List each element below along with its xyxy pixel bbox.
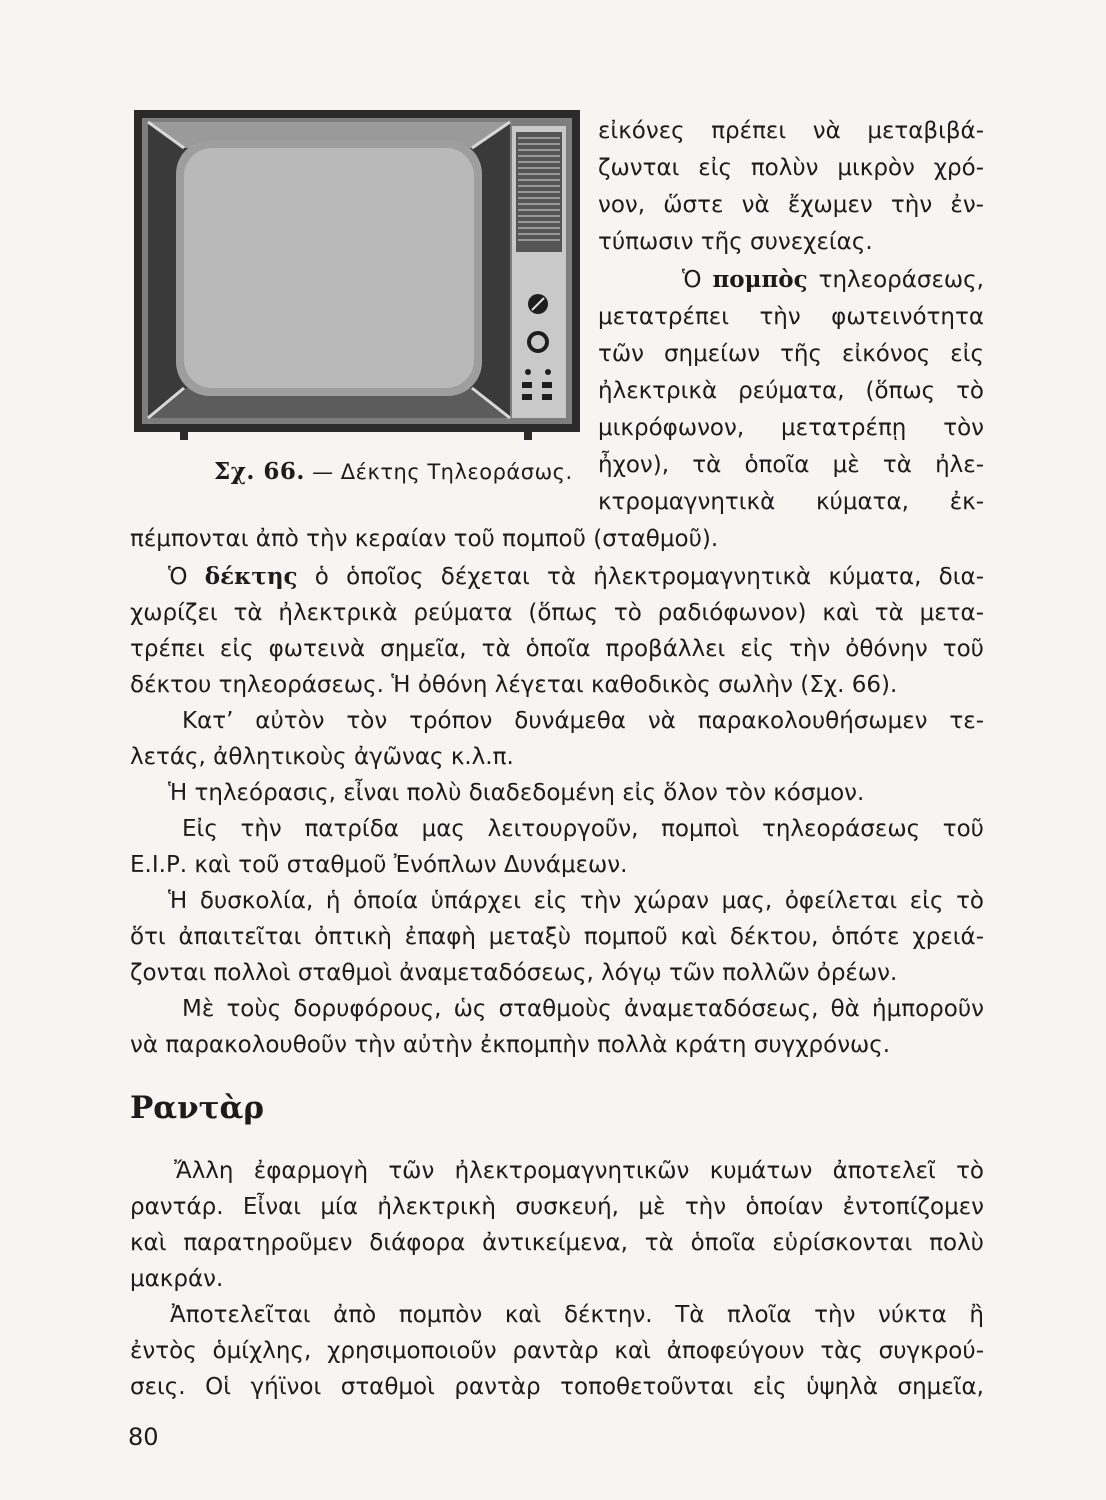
text-line: Ε.Ι.Ρ. καὶ τοῦ σταθμοῦ Ἐνόπλων Δυνάμεων. xyxy=(130,852,628,878)
term-pompos: πομπὸς xyxy=(712,266,808,293)
text-line: Μὲ τοὺς δορυφόρους, ὡς σταθμοὺς ἀναμεταδόσεως, θὰ ἠμποροῦν xyxy=(182,996,984,1022)
text-line: μικρόφωνον, μετατρέπῃ τὸν xyxy=(598,415,984,441)
text-line: Ὁ πομπὸς τηλεοράσεως, xyxy=(682,266,984,293)
figure-label: Σχ. 66. xyxy=(214,458,305,485)
text-line: τρέπει εἰς φωτεινὰ σημεῖα, τὰ ὁποῖα προβάλλει εἰς τὴν ὀθόνην τοῦ xyxy=(130,636,984,662)
section-heading-radar: Ραντὰρ xyxy=(130,1090,265,1126)
text-line: ζωνται εἰς πολὺν μικρὸν χρό- xyxy=(598,155,984,181)
text-line: πέμπονται ἀπὸ τὴν κεραίαν τοῦ πομποῦ (σταθμοῦ). xyxy=(130,526,719,552)
text-line: Εἰς τὴν πατρίδα μας λειτουργοῦν, πομποὶ τηλεοράσεως τοῦ xyxy=(182,816,984,842)
text-line: μακράν. xyxy=(130,1266,224,1292)
term-dektis: δέκτης xyxy=(204,563,298,590)
text-line: ἦχον), τὰ ὁποῖα μὲ τὰ ἠλε- xyxy=(598,452,984,478)
figure-caption xyxy=(214,458,573,485)
text-line: μετατρέπει τὴν φωτεινότητα xyxy=(598,304,984,330)
text-line: Ἡ τηλεόρασις, εἶναι πολὺ διαδεδομένη εἰς ὅλον τὸν κόσμον. xyxy=(168,780,865,806)
text-line: σεις. Οἱ γήϊνοι σταθμοὶ ραντὰρ τοποθετοῦνται εἰς ὑψηλὰ σημεῖα, xyxy=(130,1374,984,1400)
text-line: εἰκόνες πρέπει νὰ μεταβιβά- xyxy=(598,118,984,144)
text-line: κτρομαγνητικὰ κύματα, ἐκ- xyxy=(598,489,984,515)
text-line: χωρίζει τὰ ἠλεκτρικὰ ρεύματα (ὅπως τὸ ραδιόφωνον) καὶ τὰ μετα- xyxy=(130,600,984,626)
page-number: 80 xyxy=(128,1423,159,1451)
text-line: Ἄλλη ἐφαρμογὴ τῶν ἠλεκτρομαγνητικῶν κυμάτων ἀποτελεῖ τὸ xyxy=(174,1158,984,1184)
text-line: Κατ’ αὐτὸν τὸν τρόπον δυνάμεθα νὰ παρακολουθήσωμεν τε- xyxy=(182,708,984,734)
text-line: Ἡ δυσκολία, ἡ ὁποία ὑπάρχει εἰς τὴν χώραν μας, ὀφείλεται εἰς τὸ xyxy=(168,888,984,914)
text-line: νὰ παρακολουθοῦν τὴν αὐτὴν ἐκπομπὴν πολλὰ κράτη συγχρόνως. xyxy=(130,1032,891,1058)
text-line: καὶ παρατηροῦμεν διάφορα ἀντικείμενα, τὰ ὁποῖα εὑρίσκονται πολὺ xyxy=(130,1230,984,1256)
text-line: ραντάρ. Εἶναι μία ἠλεκτρικὴ συσκευή, μὲ τὴν ὁποίαν ἐντοπίζομεν xyxy=(130,1194,984,1220)
text-line: ἐντὸς ὁμίχλης, χρησιμοποιοῦν ραντὰρ καὶ ἀποφεύγουν τὰς συγκρού- xyxy=(130,1338,984,1364)
text-line: δέκτου τηλεοράσεως. Ἡ ὀθόνη λέγεται καθοδικὸς σωλὴν (Σχ. 66). xyxy=(130,672,898,698)
text-line: νον, ὥστε νὰ ἔχωμεν τὴν ἐν- xyxy=(598,192,984,218)
figure-caption-text: — Δέκτης Τηλεοράσως. xyxy=(312,460,573,484)
text-line: ἠλεκτρικὰ ρεύματα, (ὅπως τὸ xyxy=(598,378,984,404)
text-line: ὅτι ἀπαιτεῖται ὀπτικὴ ἐπαφὴ μεταξὺ πομποῦ καὶ δέκτου, ὁπότε χρειά- xyxy=(130,924,984,950)
text-line: τύπωσιν τῆς συνεχείας. xyxy=(598,229,873,255)
television-illustration xyxy=(132,108,582,440)
figure-66 xyxy=(132,108,582,528)
text-line: τῶν σημείων τῆς εἰκόνος εἰς xyxy=(598,341,984,367)
text-line: Ὁ δέκτης ὁ ὁποῖος δέχεται τὰ ἠλεκτρομαγνητικὰ κύματα, δια- xyxy=(168,563,984,590)
text-line: λετάς, ἀθλητικοὺς ἀγῶνας κ.λ.π. xyxy=(130,744,514,770)
text-line: Ἀποτελεῖται ἀπὸ πομπὸν καὶ δέκτην. Τὰ πλοῖα τὴν νύκτα ἢ xyxy=(170,1302,984,1328)
text-line: ζονται πολλοὶ σταθμοὶ ἀναμεταδόσεως, λόγῳ τῶν πολλῶν ὀρέων. xyxy=(130,960,898,986)
